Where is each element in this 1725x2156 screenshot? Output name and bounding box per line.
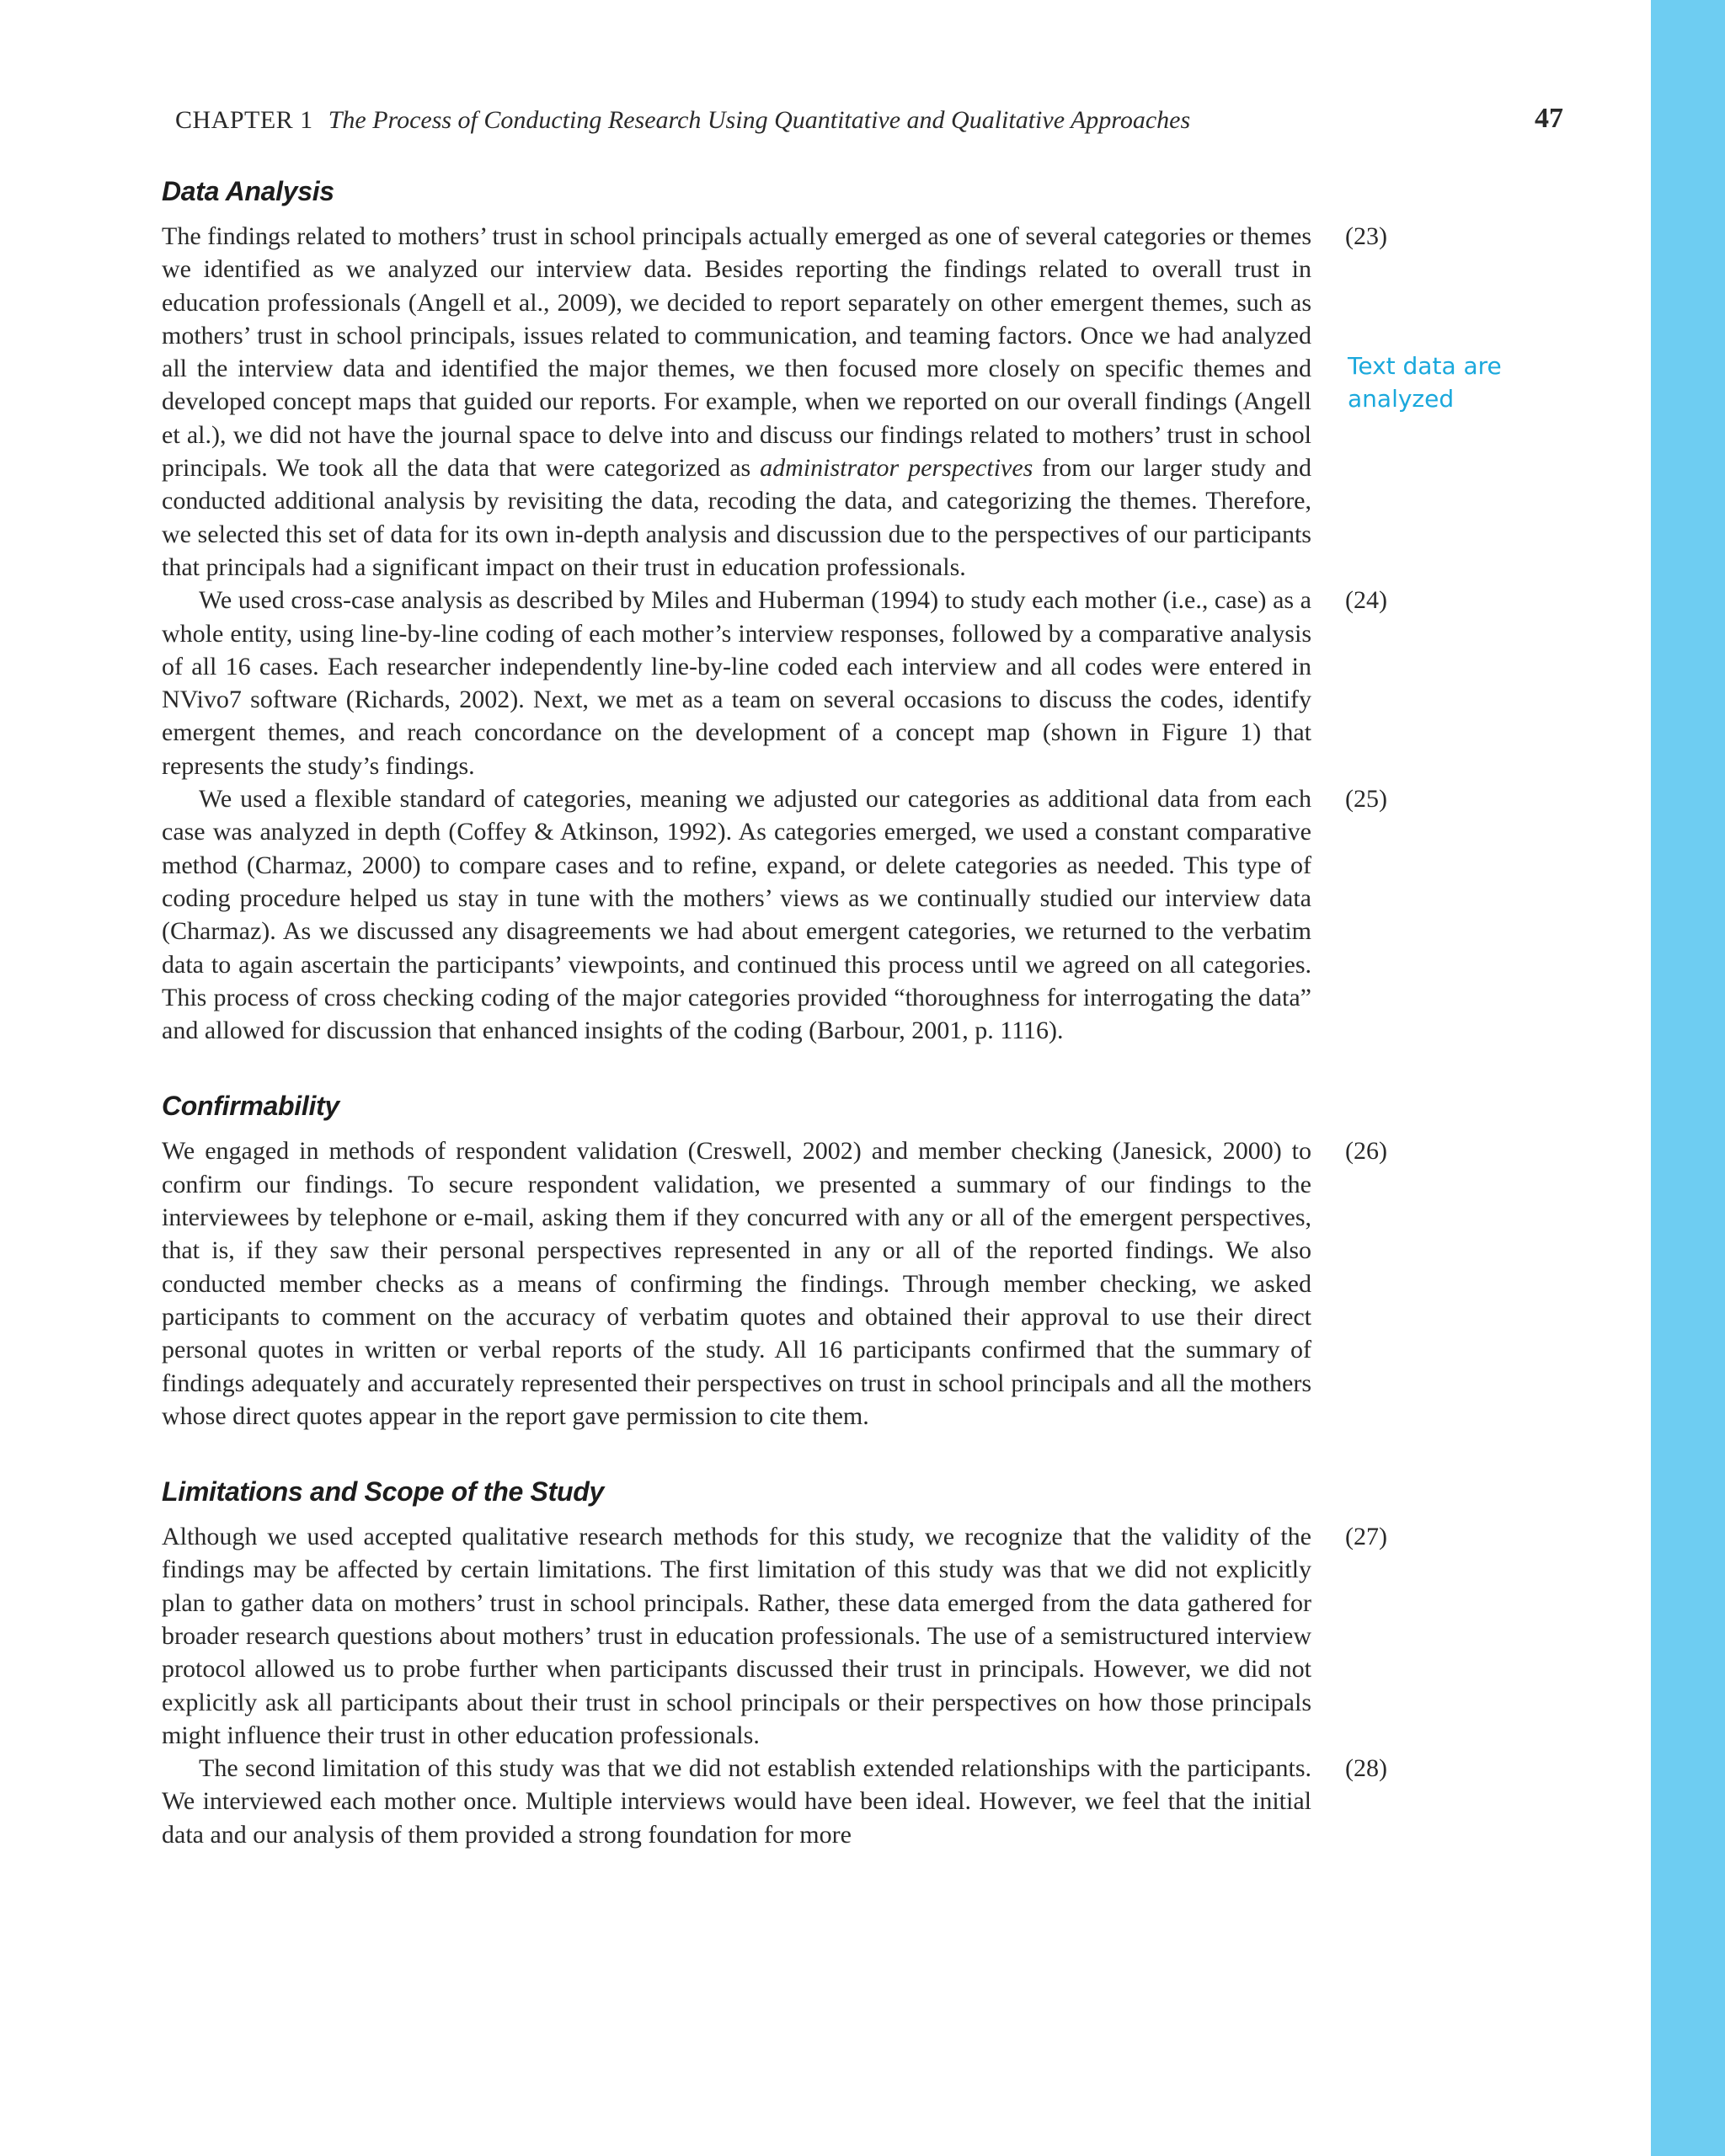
paragraph-text: from our larger study and conducted additional analysis by revisiting the data, recoding the data, and categorizing the themes. Therefore, we selected this set of data for its own in-depth analysis and discussion due to the perspectives of our participants that principals had a significant impact on their trust in education professionals.	[162, 454, 1311, 581]
paragraph-23	[162, 220, 1387, 584]
paragraph-25	[162, 782, 1387, 1047]
page-number: 47	[1535, 103, 1563, 134]
paragraph-number: (23)	[1345, 222, 1387, 250]
paragraph-number: (26)	[1345, 1137, 1387, 1166]
margin-note-line-1: Text data are	[1348, 352, 1502, 380]
paragraph-number: (28)	[1345, 1754, 1387, 1783]
chapter-title: The Process of Conducting Research Using Quantitative and Qualitative Approaches	[328, 106, 1191, 134]
paragraph-emphasis: administrator perspectives	[760, 454, 1033, 483]
section-heading: Data Analysis	[162, 176, 334, 206]
margin-note-line-2: analyzed	[1348, 385, 1455, 413]
section-heading: Limitations and Scope of the Study	[162, 1476, 604, 1508]
paragraph-26	[162, 1134, 1387, 1433]
section-data-analysis	[162, 173, 1387, 1047]
paragraph-number: (25)	[1345, 785, 1387, 814]
paragraph-24	[162, 584, 1387, 782]
paragraph-text: We engaged in methods of respondent validation (Creswell, 2002) and member checking (Janesick, 2000) to confirm our findings. To secure respondent validation, we presented a summary of our findings to the interviewees by telephone or e-mail, asking them if they concurred with any or all of the emergent perspectives, that is, if they saw their personal perspectives represented in any or all of the reported findings. We also conducted member checks as a means of confirming the findings. Through member checking, we asked participants to comment on the accuracy of verbatim quotes and obtained their approval to use their direct personal quotes in written or verbal reports of the study. All 16 participants confirmed that the summary of findings adequately and accurately represented their perspectives on trust in school principals and all the mothers whose direct quotes appear in the report gave permission to cite them.	[162, 1137, 1311, 1430]
chapter-label: CHAPTER 1	[175, 106, 313, 134]
running-head	[175, 99, 1565, 141]
paragraph-text: Although we used accepted qualitative research methods for this study, we recognize that the validity of the findings may be affected by certain limitations. The first limitation of this study was that we did not explicitly plan to gather data on mothers’ trust in school principals. Rather, these data emerged from the data gathered for broader research questions about mothers’ trust in education professionals. The use of a semistructured interview protocol allowed us to probe further when participants discussed their trust in principals. However, we did not explicitly ask all participants about their trust in school principals or their perspectives on how those principals might influence their trust in other education professionals.	[162, 1523, 1311, 1749]
section-confirmability	[162, 1087, 1387, 1433]
paragraph-28	[162, 1752, 1387, 1851]
paragraph-number: (24)	[1345, 586, 1387, 615]
section-limitations	[162, 1473, 1387, 1851]
section-heading: Confirmability	[162, 1091, 339, 1122]
side-color-strip	[1651, 0, 1725, 2156]
paragraph-number: (27)	[1345, 1523, 1387, 1551]
page-body	[162, 173, 1387, 1851]
paragraph-text: We used a flexible standard of categories, meaning we adjusted our categories as additional data from each case was analyzed in depth (Coffey & Atkinson, 1992). As categories emerged, we used a constant comparative method (Charmaz, 2000) to compare cases and to refine, expand, or delete categories as needed. This type of coding procedure helped us stay in tune with the mothers’ views as we continually studied our interview data (Charmaz). As we discussed any disagreements we had about emergent categories, we returned to the verbatim data to again ascertain the participants’ viewpoints, and continued this process until we agreed on all categories. This process of cross checking coding of the major categories provided “thoroughness for interrogating the data” and allowed for discussion that enhanced insights of the coding (Barbour, 2001, p. 1116).	[162, 785, 1311, 1045]
margin-note	[1348, 350, 1533, 415]
paragraph-text: The findings related to mothers’ trust in school principals actually emerged as one of several categories or themes we identified as we analyzed our interview data. Besides reporting the findings related to overall trust in education professionals (Angell et al., 2009), we decided to report separately on other emergent themes, such as mothers’ trust in school principals, issues related to communication, and teaming factors. Once we had analyzed all the interview data and identified the major themes, we then focused more closely on specific themes and developed concept maps that guided our reports. For example, when we reported on our overall findings (Angell et al.), we did not have the journal space to delve into and discuss our findings related to mothers’ trust in school principals. We took all the data that were categorized as	[162, 222, 1311, 483]
paragraph-text: The second limitation of this study was that we did not establish extended relationships with the participants. We interviewed each mother once. Multiple interviews would have been ideal. However, we feel that the initial data and our analysis of them provided a strong foundation for more	[162, 1754, 1311, 1849]
paragraph-27	[162, 1520, 1387, 1752]
paragraph-text: We used cross-case analysis as described by Miles and Huberman (1994) to study each mother (i.e., case) as a whole entity, using line-by-line coding of each mother’s interview responses, followed by a comparative analysis of all 16 cases. Each researcher independently line-by-line coded each interview and all codes were entered in NVivo7 software (Richards, 2002). Next, we met as a team on several occasions to discuss the codes, identify emergent themes, and reach concordance on the development of a concept map (shown in Figure 1) that represents the study’s findings.	[162, 586, 1311, 780]
